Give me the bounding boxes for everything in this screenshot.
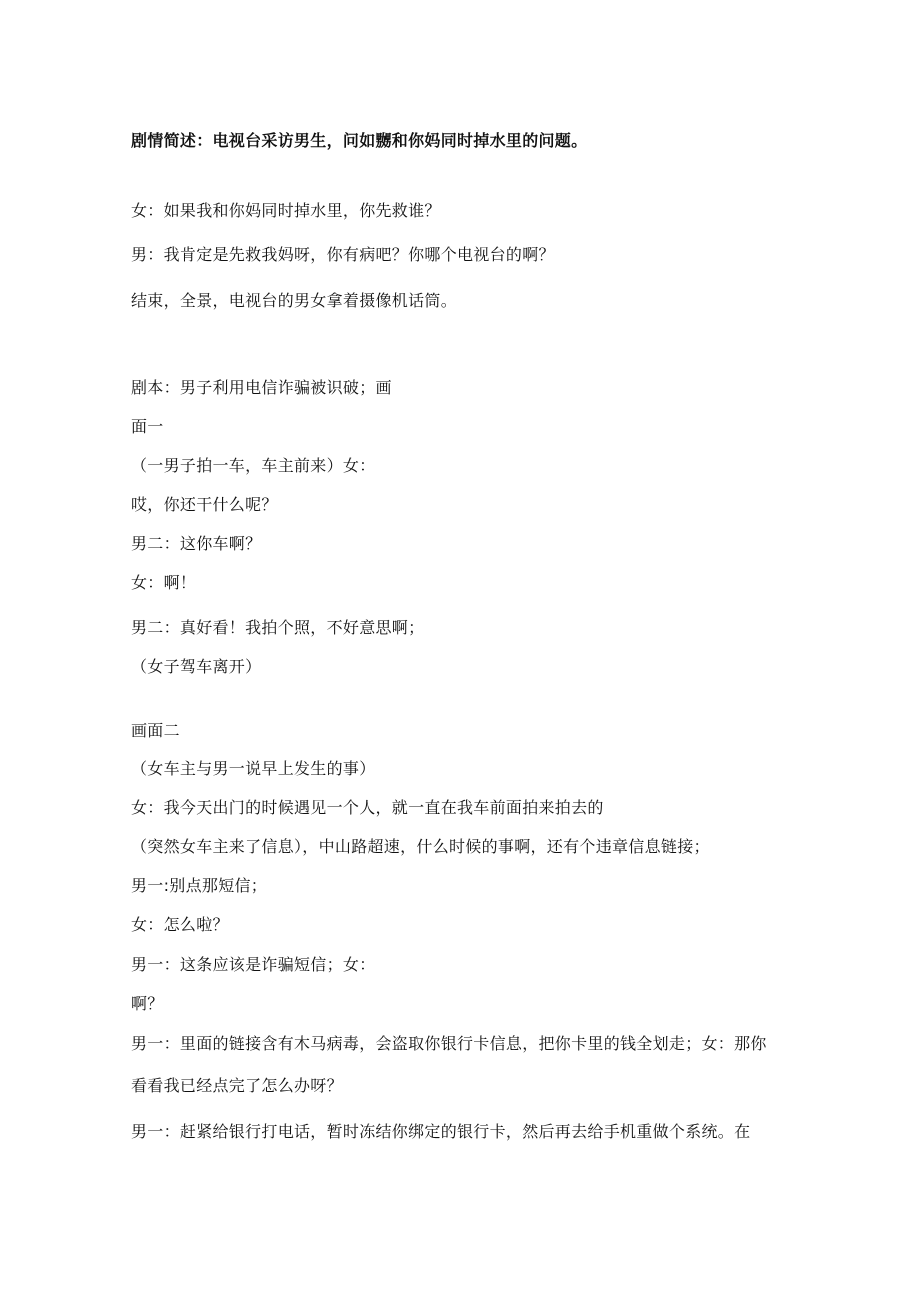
dialogue-line: 男二：这你车啊？ [131, 534, 262, 553]
stage-direction: （女子驾车离开） [131, 657, 262, 676]
plot-summary: 剧情简述：电视台采访男生，问如嬲和你妈同时掉水里的问题。 [131, 131, 588, 150]
dialogue-line: 哎，你还干什么呢？ [131, 495, 278, 514]
scene-direction: 结束，全景，电视台的男女拿着摄像机话筒。 [131, 291, 458, 310]
dialogue-line: 男一：里面的链接含有木马病毒，会盗取你银行卡信息，把你卡里的钱全划走；女：那你 [131, 1034, 767, 1053]
dialogue-line: 女：我今天出门的时候遇见一个人，就一直在我车前面拍来拍去的 [131, 798, 604, 817]
stage-direction: （女车主与男一说早上发生的事） [131, 759, 376, 778]
dialogue-line: 女：如果我和你妈同时掉水里，你先救谁？ [131, 201, 441, 220]
scene-heading: 面一 [131, 417, 164, 436]
dialogue-line: 男一：这条应该是诈骗短信；女： [131, 955, 376, 974]
dialogue-line: 男：我肯定是先救我妈呀，你有病吧？你哪个电视台的啊？ [131, 245, 555, 264]
dialogue-line: 男二：真好看！我拍个照，不好意思啊； [131, 618, 425, 637]
script-title: 剧本：男子利用电信诈骗被识破；画 [131, 378, 392, 397]
dialogue-line: （突然女车主来了信息），中山路超速，什么时候的事啊，还有个违章信息链接； [131, 837, 710, 856]
dialogue-line: 男一：赶紧给银行打电话，暂时冻结你绑定的银行卡，然后再去给手机重做个系统。在 [131, 1122, 751, 1141]
dialogue-line: 男一:别点那短信； [131, 876, 268, 895]
scene-heading: 画面二 [131, 721, 180, 740]
stage-direction: （一男子拍一车，车主前来）女： [131, 456, 376, 475]
dialogue-line: 啊？ [131, 994, 164, 1013]
dialogue-line: 女：啊！ [131, 573, 197, 592]
dialogue-line: 看看我已经点完了怎么办呀？ [131, 1076, 343, 1095]
dialogue-line: 女：怎么啦？ [131, 915, 229, 934]
